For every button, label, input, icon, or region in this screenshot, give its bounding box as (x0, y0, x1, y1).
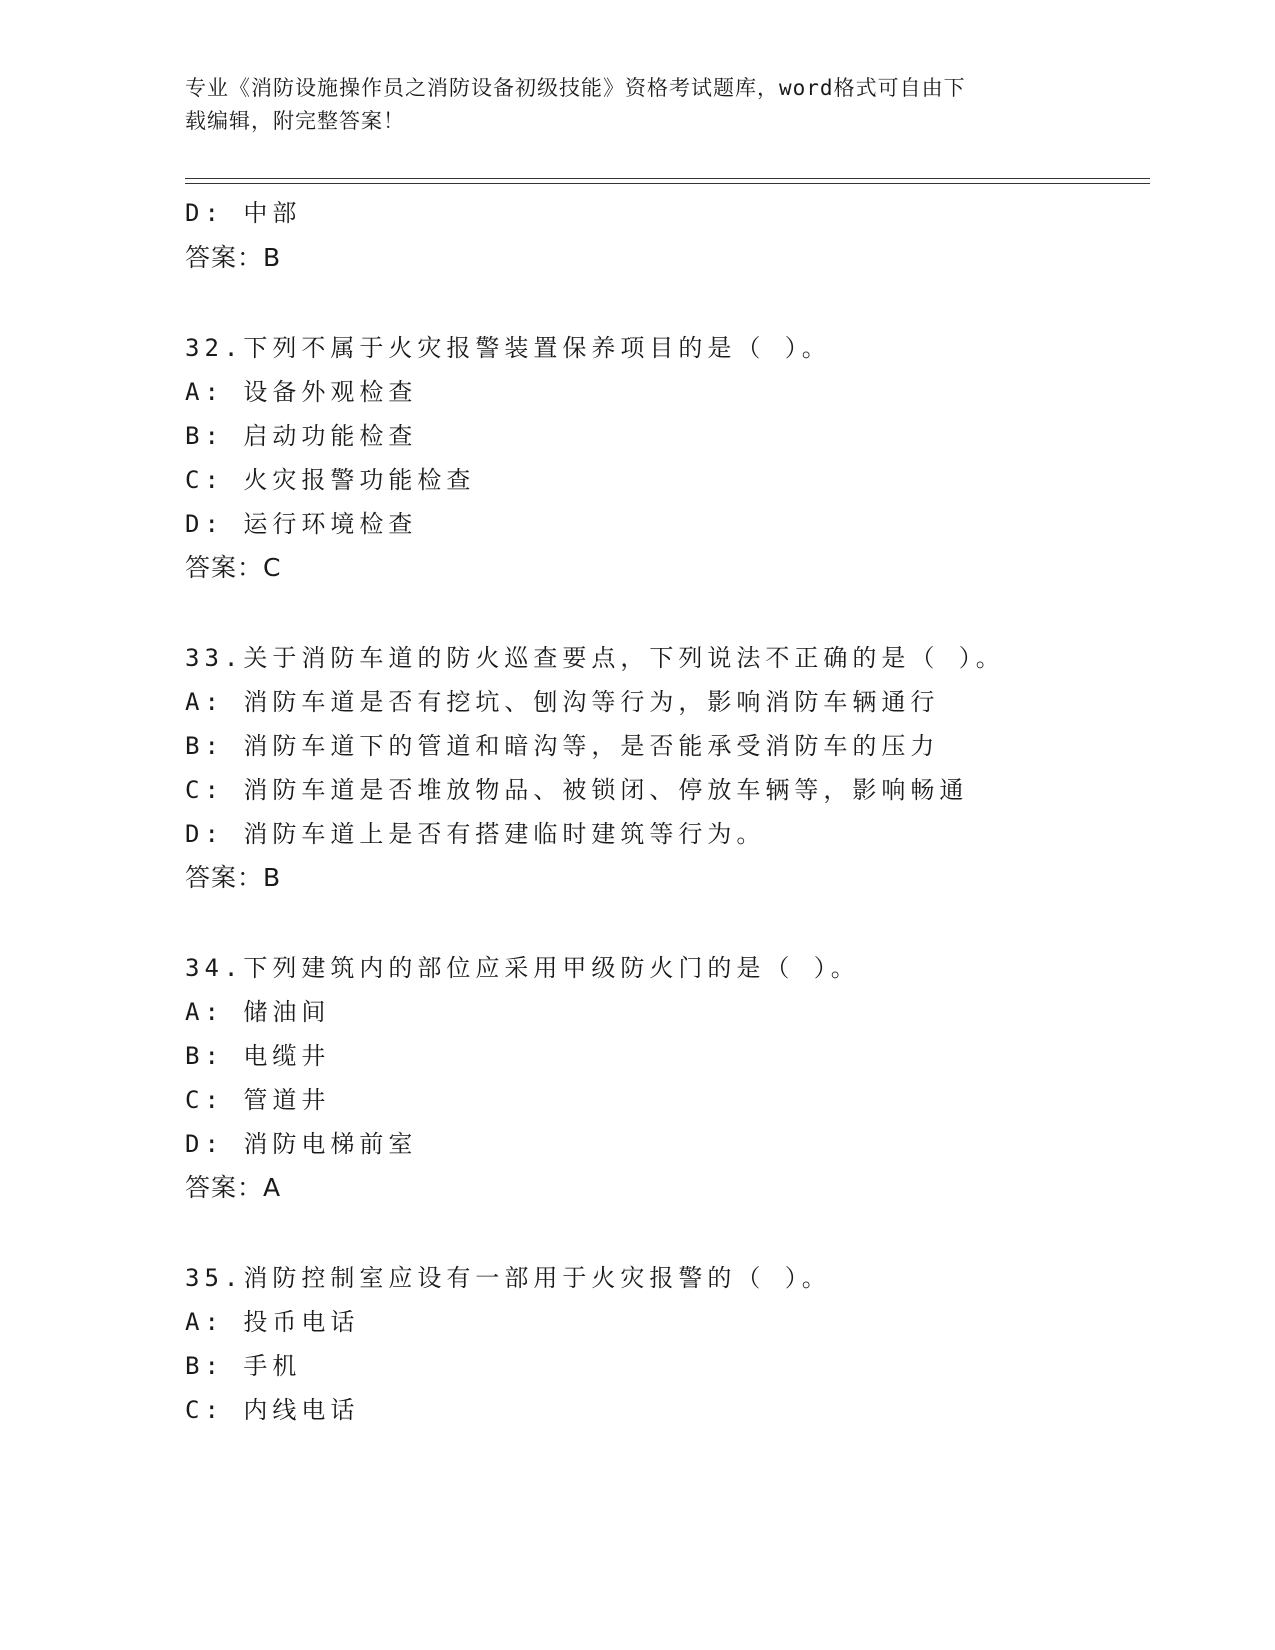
question-32-option-c: C: 火灾报警功能检查 (185, 466, 476, 494)
question-34-option-a: A: 储油间 (185, 998, 331, 1026)
question-33-stem: 33.关于消防车道的防火巡查要点，下列说法不正确的是（ ）。 (185, 644, 1005, 672)
question-35-option-c: C: 内线电话 (185, 1396, 360, 1424)
question-34-stem: 34.下列建筑内的部位应采用甲级防火门的是（ ）。 (185, 954, 860, 982)
question-33-option-d: D: 消防车道上是否有搭建临时建筑等行为。 (185, 820, 766, 848)
question-35-stem: 35.消防控制室应设有一部用于火灾报警的（ ）。 (185, 1264, 831, 1292)
header-divider-bottom (185, 183, 1150, 184)
question-34-answer: 答案：A (185, 1173, 282, 1202)
question-34-option-c: C: 管道井 (185, 1086, 331, 1114)
question-33-option-a: A: 消防车道是否有挖坑、刨沟等行为，影响消防车辆通行 (185, 688, 940, 716)
document-header (185, 72, 1065, 138)
question-33-answer: 答案：B (185, 863, 282, 892)
question-32-stem: 32.下列不属于火灾报警装置保养项目的是（ ）。 (185, 334, 831, 362)
question-33-option-b: B: 消防车道下的管道和暗沟等，是否能承受消防车的压力 (185, 732, 940, 760)
header-line-1: 专业《消防设施操作员之消防设备初级技能》资格考试题库，word格式可自由下 (185, 76, 966, 100)
question-34-option-b: B: 电缆井 (185, 1042, 331, 1070)
question-33-option-c: C: 消防车道是否堆放物品、被锁闭、停放车辆等，影响畅通 (185, 776, 969, 804)
question-35-option-b: B: 手机 (185, 1352, 302, 1380)
prev-option-d: D: 中部 (185, 199, 302, 227)
question-32-answer: 答案：C (185, 553, 282, 582)
question-32-option-a: A: 设备外观检查 (185, 378, 418, 406)
question-32-option-d: D: 运行环境检查 (185, 510, 418, 538)
question-35-option-a: A: 投币电话 (185, 1308, 360, 1336)
prev-answer: 答案：B (185, 243, 282, 272)
question-34-option-d: D: 消防电梯前室 (185, 1130, 418, 1158)
question-32-option-b: B: 启动功能检查 (185, 422, 418, 450)
header-divider-top (185, 178, 1150, 179)
header-line-2: 载编辑，附完整答案！ (185, 109, 405, 133)
